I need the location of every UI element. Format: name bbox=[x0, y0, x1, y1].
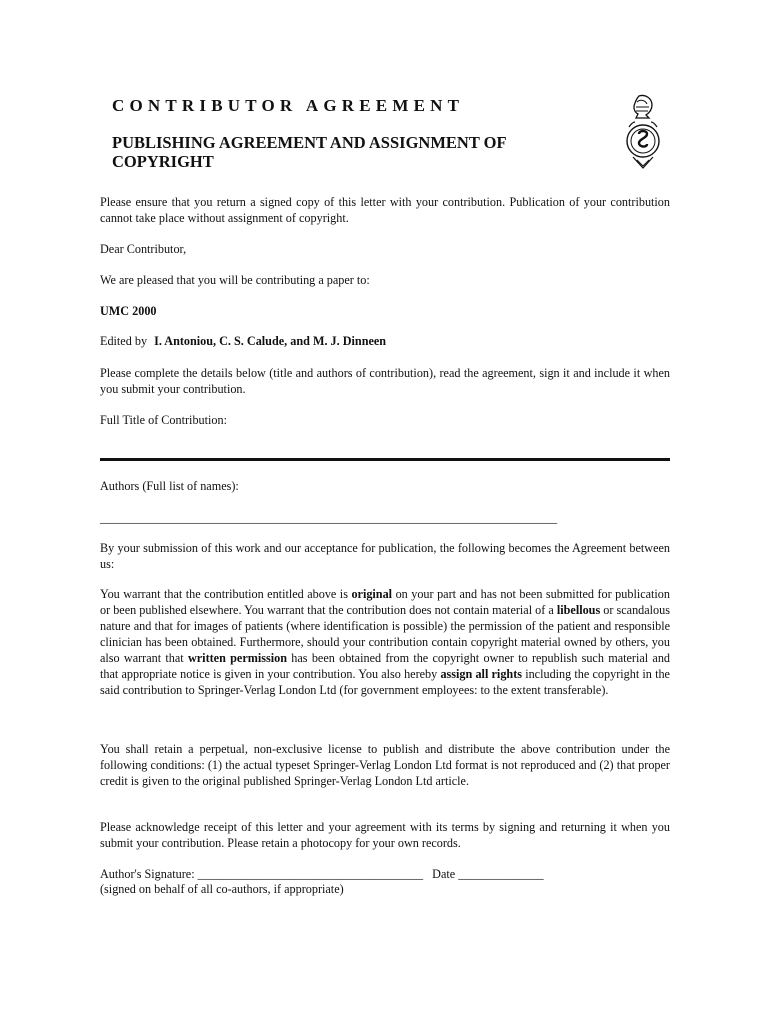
pleased-paragraph: We are pleased that you will be contributing a paper to: bbox=[100, 273, 370, 287]
document-title: CONTRIBUTOR AGREEMENT bbox=[112, 96, 465, 115]
authors-field-line[interactable]: ___________________________________________________________________________ bbox=[100, 511, 558, 525]
intro-paragraph: Please ensure that you return a signed copy of this letter with your contribution. Publication of your contribution cannot take place without assignment of copyright. bbox=[100, 195, 670, 225]
signature-row bbox=[100, 866, 544, 882]
document-subtitle: PUBLISHING AGREEMENT AND ASSIGNMENT OF COPYRIGHT bbox=[112, 133, 506, 171]
authors-label: Authors (Full list of names): bbox=[100, 479, 239, 493]
signature-field-line[interactable]: _____________________________________ bbox=[197, 867, 424, 881]
warrant-text-4: has been obtained from the copyright owner to republish such material and that appropriate notice is given in your contribution. You also hereby bbox=[100, 651, 671, 681]
warrant-written-permission-emphasis: written permission bbox=[187, 651, 288, 665]
warrant-libellous-emphasis: libellous bbox=[556, 603, 601, 617]
full-title-field-line[interactable] bbox=[100, 458, 670, 461]
edited-by-label: Edited by bbox=[100, 334, 148, 348]
date-label: Date bbox=[432, 867, 459, 881]
conference-name: UMC 2000 bbox=[100, 304, 157, 318]
full-title-label: Full Title of Contribution: bbox=[100, 413, 227, 427]
warrant-paragraph bbox=[100, 586, 670, 698]
springer-knight-seal-icon bbox=[625, 94, 661, 172]
warrant-assign-all-rights-emphasis: assign all rights bbox=[440, 667, 522, 681]
agreement-intro-paragraph: By your submission of this work and our acceptance for publication, the following becomes the Agreement between us: bbox=[100, 541, 670, 571]
acknowledge-paragraph: Please acknowledge receipt of this letter and your agreement with its terms by signing and returning it when you submit your contribution. Please retain a photocopy for your own records. bbox=[100, 820, 670, 850]
complete-instructions: Please complete the details below (title and authors of contribution), read the agreement, sign it and include it when you submit your contribution. bbox=[100, 366, 670, 396]
date-field-line[interactable]: ______________ bbox=[458, 867, 544, 881]
warrant-original-emphasis: original bbox=[351, 587, 393, 601]
signature-label: Author's Signature: bbox=[100, 867, 198, 881]
license-paragraph: You shall retain a perpetual, non-exclusive license to publish and distribute the above contribution under the following conditions: (1) the actual typeset Springer-Verlag London Ltd format is not reproduced and (2) that proper credit is given to the original published Springer-Verlag London Ltd article. bbox=[100, 742, 670, 788]
warrant-text-3: or scandalous nature and that for images of patients (where identification is possible) the permission of the patient and responsible clinician has been obtained. Furthermore, should your contribution contain copyright material owned by others, you also warrant that bbox=[100, 603, 670, 665]
signature-note: (signed on behalf of all co-authors, if appropriate) bbox=[100, 882, 344, 896]
salutation: Dear Contributor, bbox=[100, 242, 187, 256]
edited-by-line bbox=[100, 333, 670, 349]
warrant-text-5: including the copyright in the said contribution to Springer-Verlag London Ltd (for government employees: to the extent transferable). bbox=[100, 667, 670, 697]
editors-names: I. Antoniou, C. S. Calude, and M. J. Dinneen bbox=[154, 334, 387, 348]
warrant-text-1: You warrant that the contribution entitled above is bbox=[100, 587, 352, 601]
warrant-text-2: on your part and has not been submitted for publication or been published elsewhere. You warrant that the contribution does not contain material of a bbox=[100, 587, 670, 617]
